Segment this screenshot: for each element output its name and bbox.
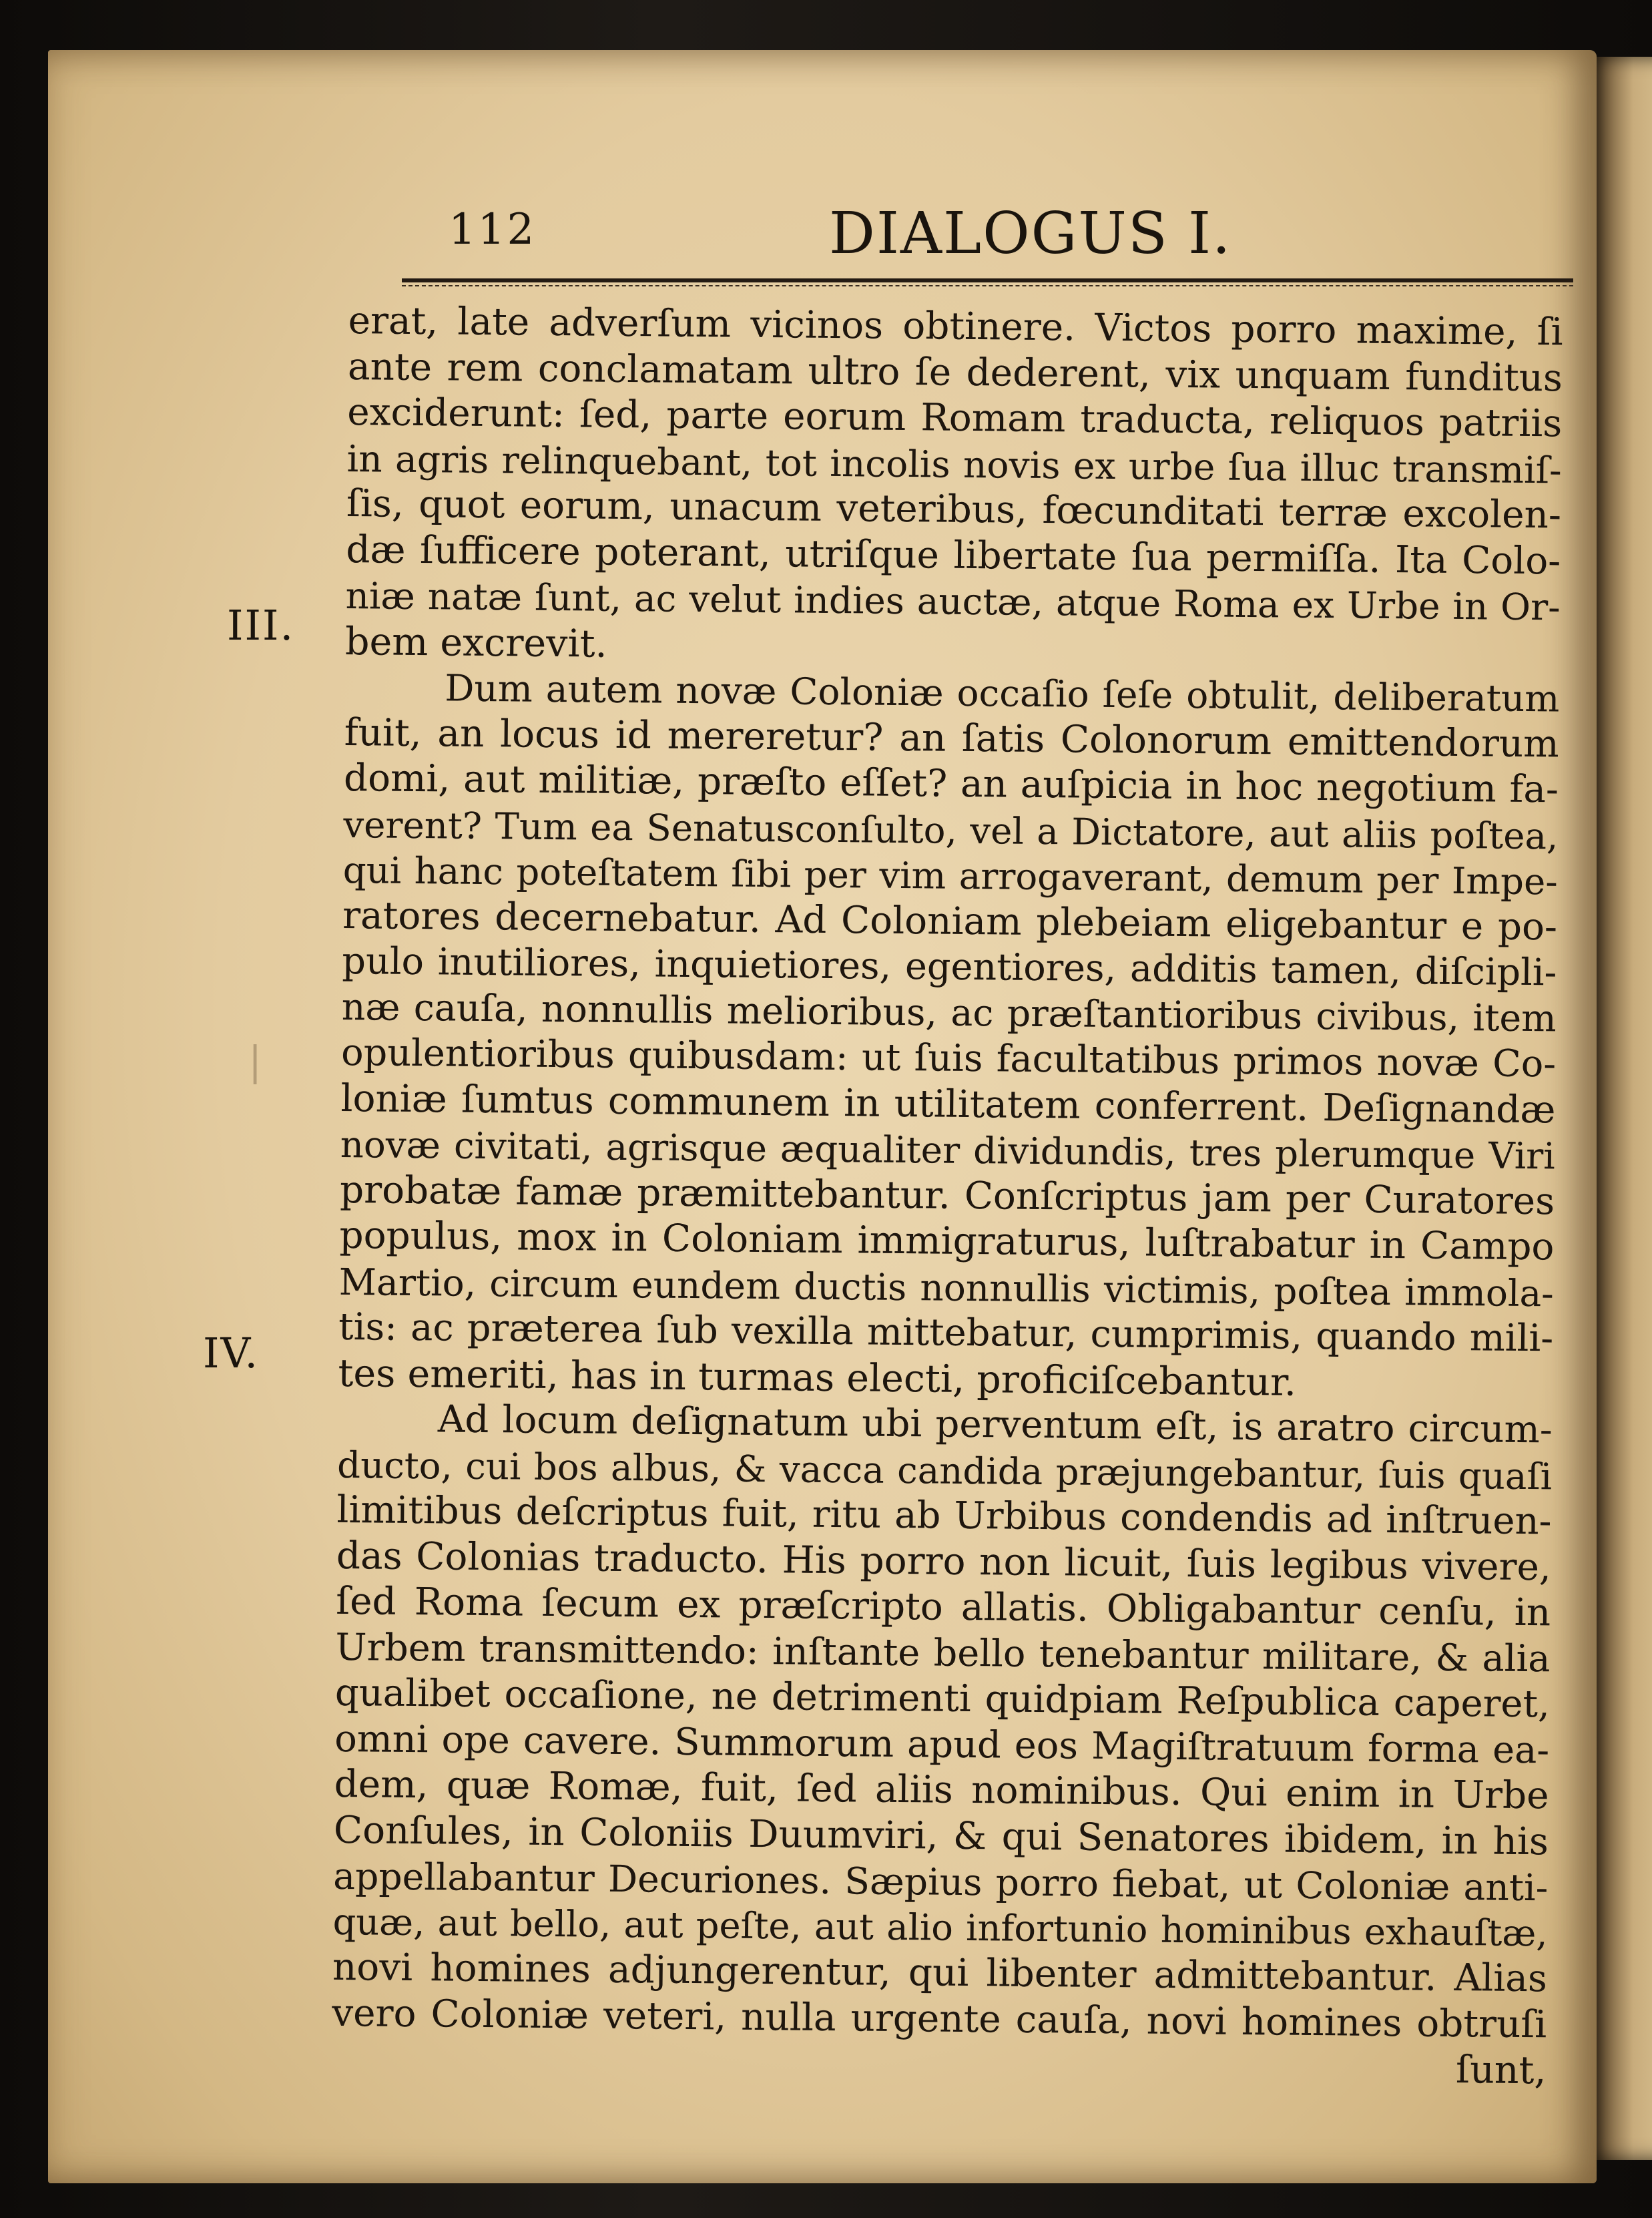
text-line: dæ ſufficere poterant, utriſque libertate ſua permiſſa. Ita Colo- — [346, 527, 1561, 583]
text-line: ducto, cui bos albus, & vacca candida præjungebantur, ſuis quaſi — [336, 1443, 1553, 1498]
text-line: ſed Roma ſecum ex præſcripto allatis. Obligabantur cenſu, in — [335, 1579, 1551, 1635]
text-line: næ cauſa, nonnullis melioribus, ac præſtantioribus civibus, item — [341, 985, 1557, 1040]
paragraph-start-line: Dum autem novæ Coloniæ occaſio ſeſe obtulit, deliberatum — [445, 666, 1560, 720]
text-line: Conſules, in Coloniis Duumviri, & qui Senatores ibidem, in his — [333, 1808, 1549, 1863]
catchword: ſunt, — [1455, 2048, 1547, 2093]
text-line: novi homines adjungerentur, qui libenter admittebantur. Alias — [332, 1945, 1548, 2001]
text-line: quæ, aut bello, aut peſte, aut alio infortunio hominibus exhauſtæ, — [332, 1900, 1548, 1954]
show-through-mark: | — [248, 1038, 262, 1085]
text-line: vero Coloniæ veteri, nulla urgente cauſa, novi homines obtruſi — [332, 1991, 1547, 2046]
section-number-iv: IV. — [203, 1329, 260, 1377]
text-line: dem, quæ Romæ, fuit, ſed aliis nominibus. Qui enim in Urbe — [334, 1762, 1549, 1818]
text-line: erat, late adverſum vicinos obtinere. Victos porro maxime, ſi — [348, 298, 1563, 355]
text-line: populus, mox in Coloniam immigraturus, luſtrabatur in Campo — [339, 1213, 1555, 1269]
paragraph-start-line: Ad locum deſignatum ubi perventum eſt, is aratro circum- — [437, 1397, 1553, 1452]
running-title: DIALOGUS I. — [829, 200, 1232, 267]
text-line: Martio, circum eundem ductis nonnullis victimis, poſtea immola- — [338, 1260, 1555, 1315]
text-line: opulentioribus quibusdam: ut ſuis facultatibus primos novæ Co- — [340, 1030, 1557, 1086]
text-line: fuit, an locus id mereretur? an ſatis Colonorum emittendorum — [344, 710, 1559, 766]
text-line: das Colonias traducto. His porro non licuit, ſuis legibus vivere, — [336, 1534, 1552, 1589]
text-line: omni ope cavere. Summorum apud eos Magiſtratuum forma ea- — [334, 1717, 1550, 1772]
text-line: appellabantur Decuriones. Sæpius porro fiebat, ut Coloniæ anti- — [333, 1854, 1549, 1910]
text-line: qualibet occaſione, ne detrimenti quidpiam Reſpublica caperet, — [334, 1671, 1551, 1727]
section-number-iii: III. — [227, 601, 295, 650]
text-line: ante rem conclamatam ultro ſe dederent, vix unquam funditus — [347, 345, 1563, 400]
text-line: qui hanc poteſtatem ſibi per vim arrogaverant, demum per Impe- — [342, 848, 1559, 903]
text-line: verent? Tum ea Senatusconſulto, vel a Dictatore, aut aliis poſtea, — [343, 803, 1559, 857]
text-line: loniæ ſumtus communem in utilitatem conferrent. Deſignandæ — [340, 1076, 1556, 1132]
text-line: tis: ac præterea ſub vexilla mittebatur, cumprimis, quando mili- — [338, 1305, 1554, 1361]
text-line: domi, aut militiæ, præſto eſſet? an auſpicia in hoc negotium fa- — [343, 756, 1559, 812]
text-line: novæ civitati, agrisque æqualiter dividundis, tres plerumque Viri — [340, 1122, 1556, 1178]
text-line: tes emeriti, has in turmas electi, proficiſcebantur. — [338, 1351, 1297, 1405]
body-text — [331, 298, 1563, 2094]
text-line: limitibus deſcriptus fuit, ritu ab Urbibus condendis ad inſtruen- — [336, 1488, 1552, 1544]
header-rule — [402, 278, 1573, 282]
page-number: 112 — [449, 205, 537, 254]
text-line: Urbem transmittendo: inſtante bello tenebantur militare, & alia — [335, 1625, 1551, 1681]
text-line: niæ natæ ſunt, ac velut indies auctæ, atque Roma ex Urbe in Or- — [345, 574, 1561, 629]
text-line: in agris relinquebant, tot incolis novis ex urbe ſua illuc transmiſ- — [346, 437, 1562, 491]
text-line: probatæ famæ præmittebantur. Conſcriptus jam per Curatores — [339, 1168, 1555, 1223]
text-line: bem excrevit. — [344, 619, 608, 666]
text-line: ratores decernebatur. Ad Coloniam plebeiam eligebantur e po- — [342, 893, 1558, 949]
text-line: pulo inutiliores, inquietiores, egentiores, additis tamen, diſcipli- — [342, 939, 1557, 995]
text-line: ſis, quot eorum, unacum veteribus, fœcunditati terræ excolen- — [346, 481, 1562, 537]
text-line: exciderunt: ſed, parte eorum Romam traducta, reliquos patriis — [347, 390, 1563, 446]
book-page — [48, 50, 1597, 2183]
